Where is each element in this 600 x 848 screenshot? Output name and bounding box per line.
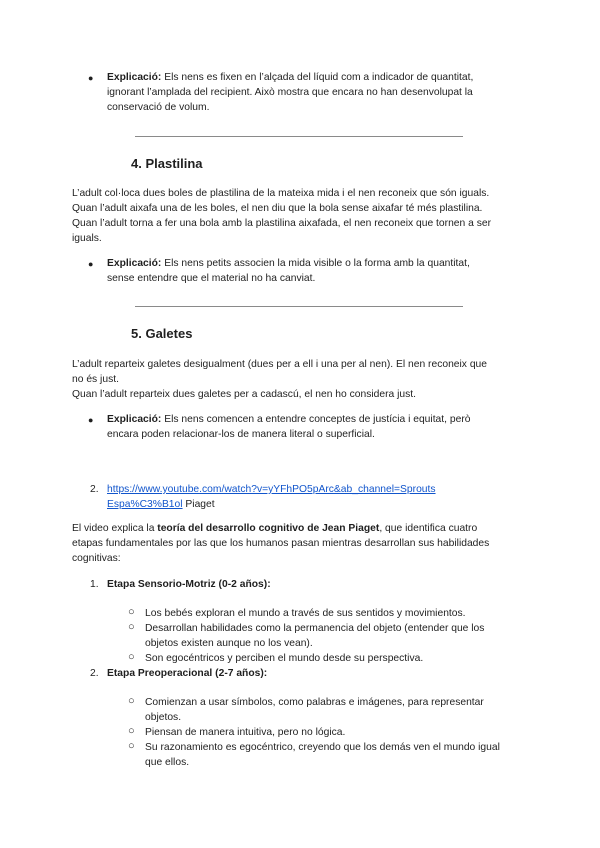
bullet-dot: ● bbox=[88, 259, 94, 269]
paragraph-line: iguals. bbox=[72, 233, 102, 244]
link-suffix: Piaget bbox=[182, 499, 215, 510]
stage-item bbox=[145, 651, 525, 666]
explanation-text: ignorant l’amplada del recipient. Això mostra que encara no han desenvolupat la bbox=[107, 87, 473, 98]
stage-item-text: Los bebés exploran el mundo a través de sus sentidos y movimientos. bbox=[145, 608, 466, 619]
explanation-vaso bbox=[107, 70, 527, 115]
stage-title-text: Etapa Sensorio-Motriz (0-2 años): bbox=[107, 579, 271, 590]
paragraph-plastilina bbox=[72, 186, 532, 246]
stage-item bbox=[145, 606, 525, 621]
paragraph-line: Quan l’adult aixafa una de les boles, el nen diu que la bola sense aixafar té més plastilina. bbox=[72, 203, 483, 214]
circle-bullet: ○ bbox=[128, 725, 135, 737]
stage-item-text: objetos existen aunque no los vean). bbox=[145, 638, 313, 649]
stage-item-text: Su razonamiento es egocéntrico, creyendo que los demás ven el mundo igual bbox=[145, 742, 500, 753]
intro-bold: teoría del desarrollo cognitivo de Jean Piaget bbox=[157, 523, 380, 534]
stage-item bbox=[145, 695, 525, 725]
stage-item bbox=[145, 740, 525, 770]
list-number: 2. bbox=[90, 668, 99, 679]
paragraph-intro bbox=[72, 521, 532, 566]
circle-bullet: ○ bbox=[128, 621, 135, 633]
paragraph-line: L’adult reparteix galetes desigualment (dues per a ell i una per al nen). El nen reconeix que bbox=[72, 359, 487, 370]
intro-text: El video explica la bbox=[72, 523, 158, 534]
paragraph-line: no és just. bbox=[72, 374, 119, 385]
intro-text: etapas fundamentales por las que los humanos pasan mientras desarrollan sus habilidades bbox=[72, 538, 490, 549]
circle-bullet: ○ bbox=[128, 695, 135, 707]
section-heading-galetes: 5. Galetes bbox=[131, 326, 193, 341]
video-link[interactable]: https://www.youtube.com/watch?v=yYFhPO5pArc&ab_channel=Sprouts bbox=[107, 484, 436, 495]
explanation-text: Els nens petits associen la mida visible o la forma amb la quantitat, bbox=[161, 258, 470, 269]
stage-title bbox=[107, 577, 527, 592]
stage-item bbox=[145, 725, 525, 740]
explanation-label: Explicació: bbox=[107, 414, 162, 425]
explanation-galetes bbox=[107, 412, 527, 442]
stage-item-text: Desarrollan habilidades como la permanencia del objeto (entender que los bbox=[145, 623, 485, 634]
bullet-dot: ● bbox=[88, 73, 94, 83]
stage-item-text: que ellos. bbox=[145, 757, 190, 768]
intro-text: cognitivas: bbox=[72, 553, 121, 564]
stage-item-text: Comienzan a usar símbolos, como palabras e imágenes, para representar bbox=[145, 697, 484, 708]
stage-title bbox=[107, 666, 527, 681]
stage-item-text: objetos. bbox=[145, 712, 182, 723]
horizontal-rule bbox=[135, 306, 463, 307]
stage-title-text: Etapa Preoperacional (2-7 años): bbox=[107, 668, 268, 679]
paragraph-line: Quan l’adult torna a fer una bola amb la plastilina aixafada, el nen reconeix que tornen a ser bbox=[72, 218, 492, 229]
explanation-text: Els nens es fixen en l’alçada del líquid com a indicador de quantitat, bbox=[161, 72, 474, 83]
stage-item-text: Piensan de manera intuitiva, pero no lógica. bbox=[145, 727, 346, 738]
section-heading-plastilina: 4. Plastilina bbox=[131, 156, 203, 171]
explanation-plastilina bbox=[107, 256, 527, 286]
stage-item bbox=[145, 621, 525, 651]
paragraph-line: Quan l’adult reparteix dues galetes per a cadascú, el nen ho considera just. bbox=[72, 389, 417, 400]
intro-text: , que identifica cuatro bbox=[379, 523, 478, 534]
circle-bullet: ○ bbox=[128, 651, 135, 663]
circle-bullet: ○ bbox=[128, 606, 135, 618]
video-link-item bbox=[107, 482, 527, 512]
bullet-dot: ● bbox=[88, 415, 94, 425]
explanation-text: conservació de volum. bbox=[107, 102, 210, 113]
list-number: 2. bbox=[90, 484, 99, 495]
stage-item-text: Son egocéntricos y perciben el mundo desde su perspectiva. bbox=[145, 653, 424, 664]
circle-bullet: ○ bbox=[128, 740, 135, 752]
video-link-continuation[interactable]: Espa%C3%B1ol bbox=[107, 499, 183, 510]
explanation-text: sense entendre que el material no ha canviat. bbox=[107, 273, 316, 284]
list-number: 1. bbox=[90, 579, 99, 590]
explanation-text: Els nens comencen a entendre conceptes de justícia i equitat, però bbox=[161, 414, 471, 425]
paragraph-galetes bbox=[72, 357, 532, 402]
paragraph-line: L’adult col·loca dues boles de plastilina de la mateixa mida i el nen reconeix que són iguals. bbox=[72, 188, 490, 199]
horizontal-rule bbox=[135, 136, 463, 137]
explanation-label: Explicació: bbox=[107, 72, 162, 83]
explanation-text: encara poden relacionar-los de manera literal o superficial. bbox=[107, 429, 375, 440]
explanation-label: Explicació: bbox=[107, 258, 162, 269]
